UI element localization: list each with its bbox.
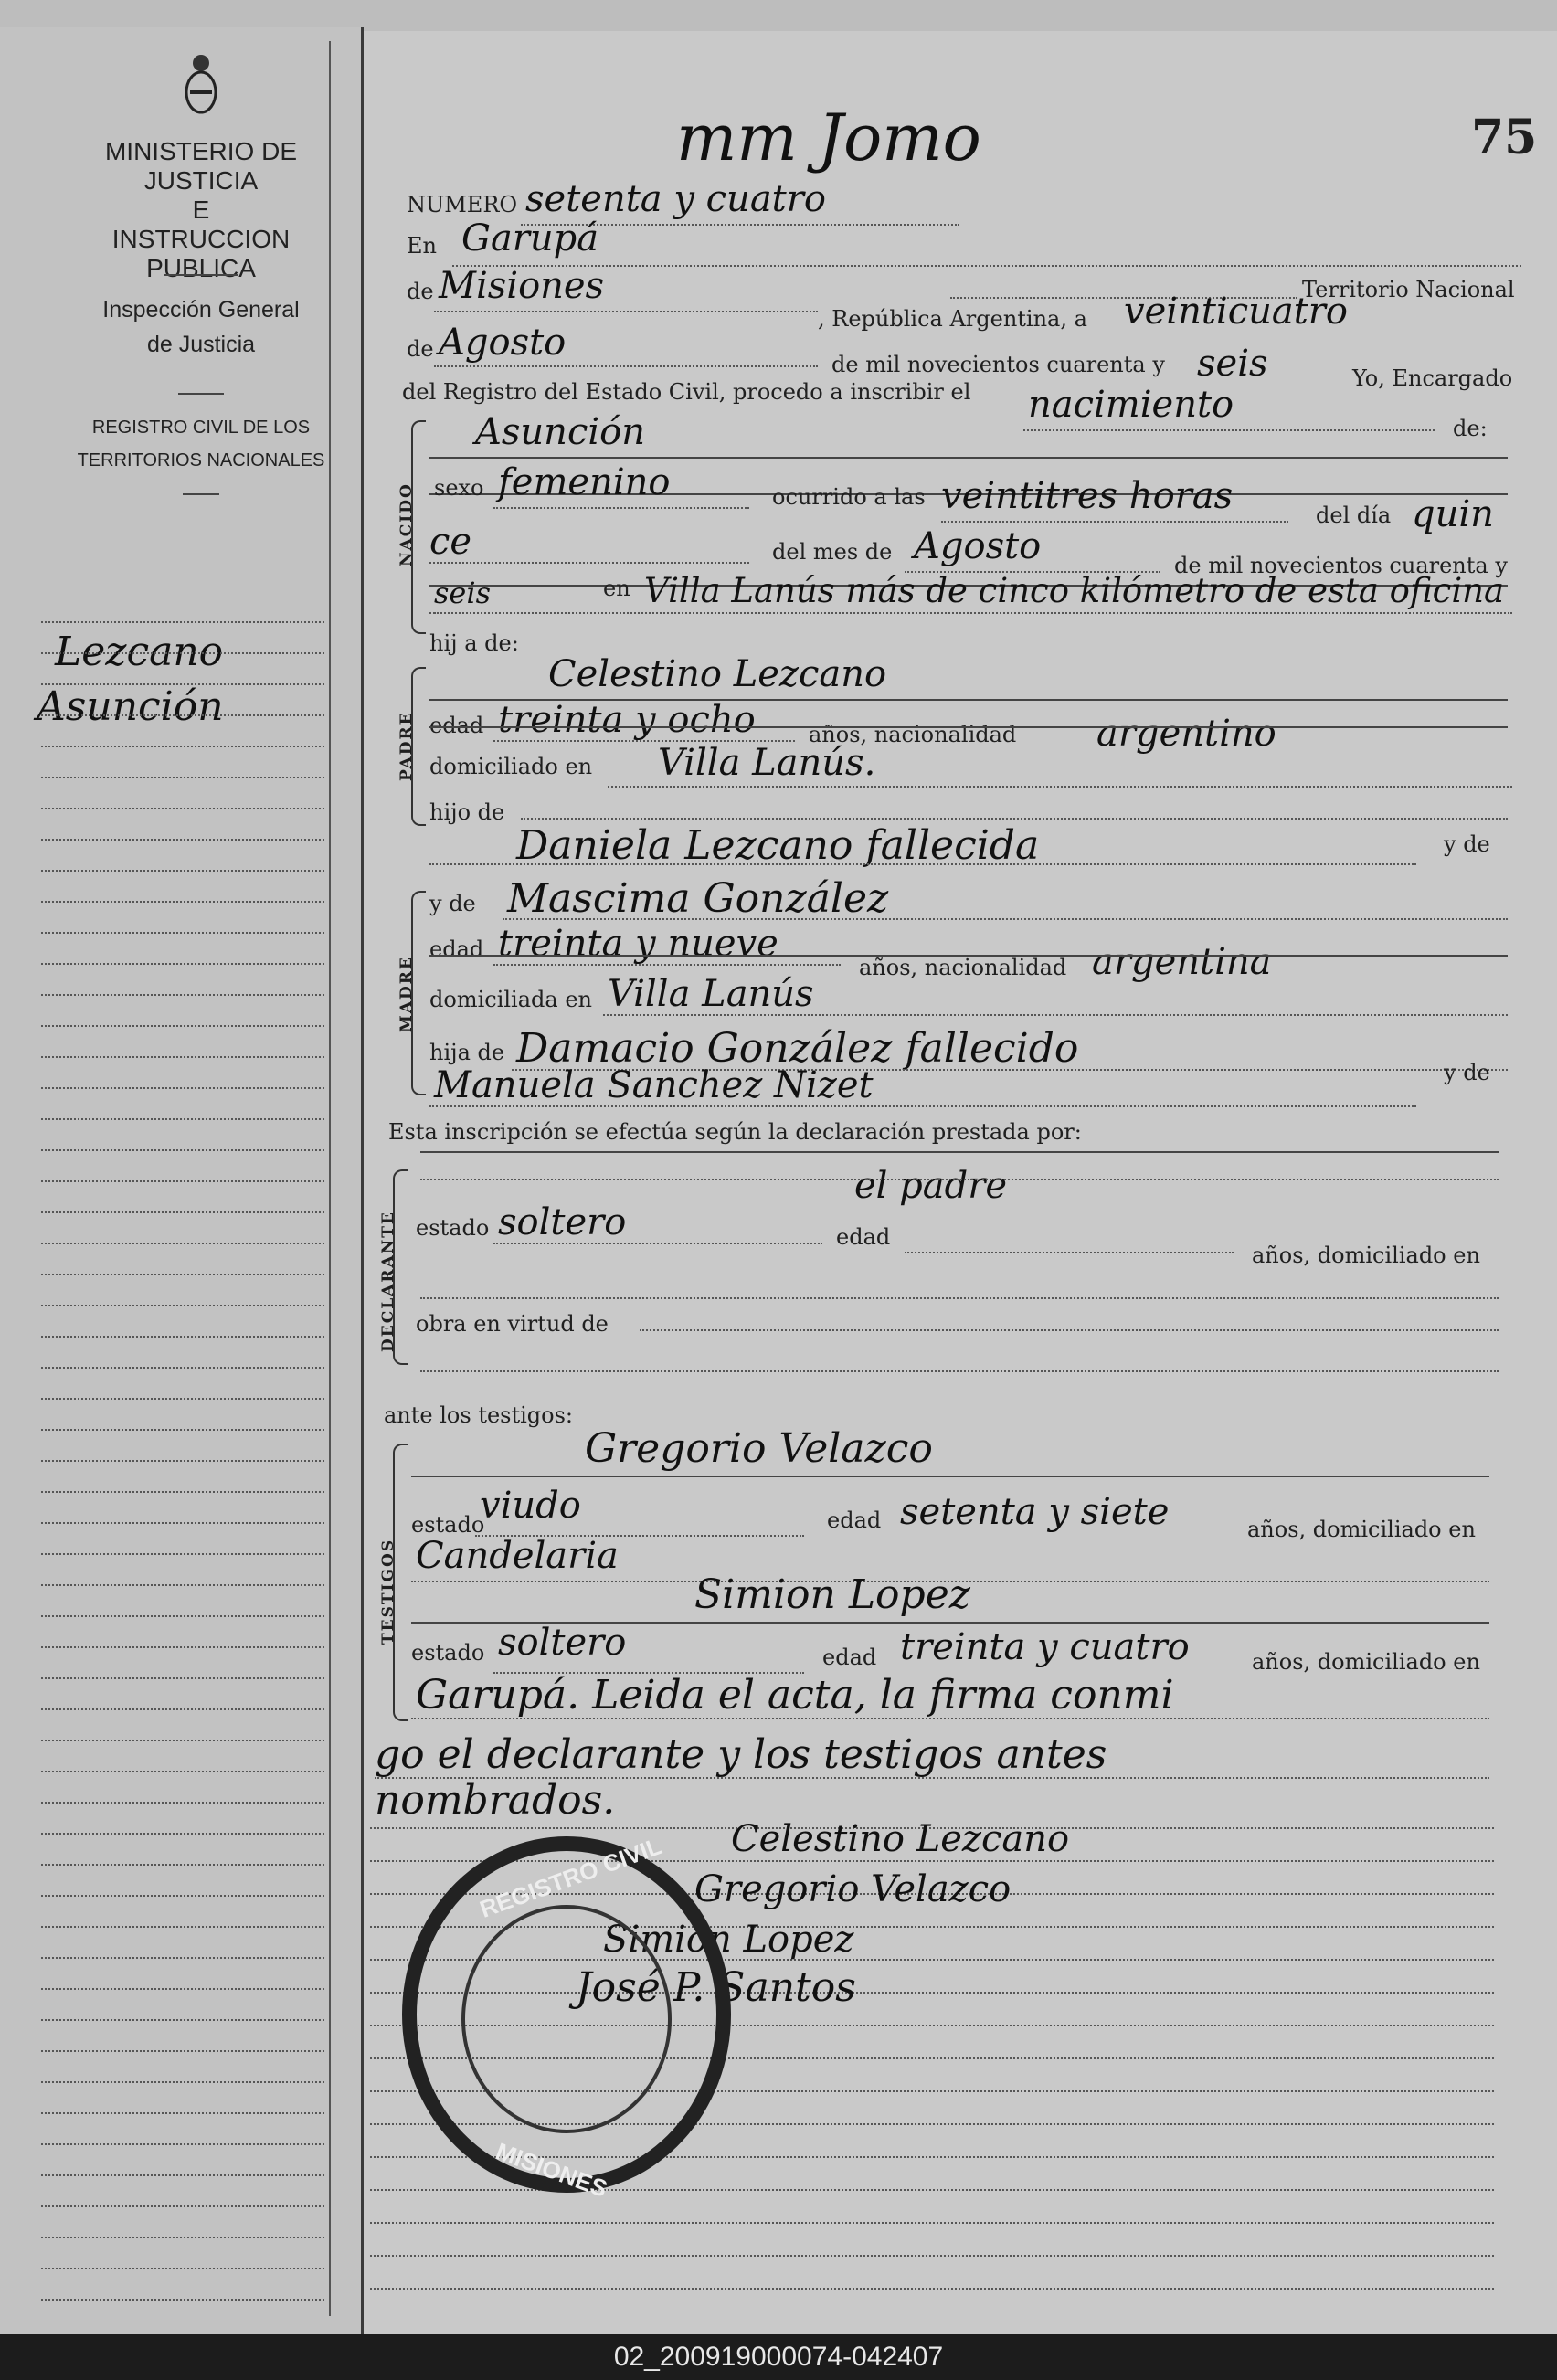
top-signature: mm Jomo <box>676 100 981 175</box>
sexo-label: sexo <box>434 475 484 501</box>
testigo1-dom: Candelaria <box>416 1535 619 1577</box>
madre-dom: Villa Lanús <box>608 973 814 1015</box>
madre-edad-label: edad <box>429 936 484 962</box>
margin-surname: Lezcano <box>55 629 224 675</box>
declarante-side-label: DECLARANTE <box>379 1211 397 1352</box>
ocurrido-label: ocurrido a las <box>772 484 926 510</box>
margin-ruled-line <box>41 1118 324 1120</box>
de-colon: de: <box>1453 416 1488 441</box>
registro-label: del Registro del Estado Civil, procedo a inscribir el <box>402 379 971 405</box>
margin-ruled-line <box>41 1646 324 1648</box>
margin-ruled-line <box>41 1180 324 1182</box>
margin-ruled-line <box>41 1802 324 1804</box>
declarante-estado: soltero <box>498 1201 627 1243</box>
hijo-de-label: hijo de <box>429 799 505 825</box>
madre-anios-label: años, nacionalidad <box>859 955 1067 980</box>
padre-anios-label: años, nacionalidad <box>809 722 1017 747</box>
declarante-value: el padre <box>854 1165 1008 1207</box>
anio-value: seis <box>1197 343 1268 385</box>
margin-ruled-line <box>41 1988 324 1990</box>
madre-dom-label: domiciliada en <box>429 987 592 1012</box>
margin-ruled-line <box>41 870 324 872</box>
margin-ruled-line <box>41 2237 324 2238</box>
obra-label: obra en virtud de <box>416 1311 609 1337</box>
image-id-footer: 02_200919000074-042407 <box>0 2334 1557 2380</box>
testigo1-estado-label: estado <box>411 1512 485 1538</box>
margin-ruled-line <box>41 1957 324 1959</box>
testigo2-nombre: Simion Lopez <box>694 1571 970 1618</box>
testigos-label: ante los testigos: <box>384 1402 574 1428</box>
testigo1-estado: viudo <box>480 1485 581 1527</box>
margin-ruled-line <box>41 1491 324 1493</box>
margin-ruled-line <box>41 2143 324 2145</box>
mil-nac-label: de mil novecientos cuarenta y <box>1174 553 1508 578</box>
inspection-title: Inspección General de Justicia <box>102 297 300 357</box>
y-de-2: y de <box>1444 1060 1490 1085</box>
margin-ruled-line <box>41 1522 324 1524</box>
numero-label: NUMERO <box>407 192 518 217</box>
hora-value: veintitres horas <box>941 475 1234 517</box>
padre-edad: treinta y ocho <box>498 699 756 741</box>
republica-label: , República Argentina, a <box>818 306 1087 332</box>
en-label: En <box>407 233 437 259</box>
de-label-1: de <box>407 279 434 304</box>
lower-ruled-line <box>370 2255 1494 2257</box>
cierre-line1: Garupá. Leida el acta, la firma conmi <box>416 1672 1174 1719</box>
margin-ruled-line <box>41 1584 324 1586</box>
margin-ruled-line <box>41 777 324 778</box>
padre-nac: argentino <box>1096 713 1276 755</box>
margin-ruled-line <box>41 1460 324 1462</box>
margin-ruled-line <box>41 1398 324 1400</box>
territorio-value: Misiones <box>439 265 605 307</box>
padre-dom: Villa Lanús. <box>658 742 876 784</box>
margin-ruled-line <box>41 652 324 654</box>
margin-ruled-line <box>41 1833 324 1835</box>
margin-ruled-line <box>41 1336 324 1338</box>
margin-ruled-line <box>41 1274 324 1275</box>
margin-ruled-line <box>41 621 324 623</box>
signature-witness1: Gregorio Velazco <box>694 1868 1012 1910</box>
margin-ruled-line <box>41 1087 324 1089</box>
coat-of-arms-icon <box>183 50 219 116</box>
padre-dom-label: domiciliado en <box>429 754 593 779</box>
mes-value: Agosto <box>439 322 567 364</box>
margin-ruled-line <box>41 2205 324 2207</box>
margin-ruled-line <box>41 808 324 809</box>
cierre-line3: nombrados. <box>375 1777 616 1824</box>
page-top-edge <box>0 0 1557 31</box>
hija-de-label: hija de <box>429 1040 505 1065</box>
margin-ruled-line <box>41 1056 324 1058</box>
del-dia-label: del día <box>1316 502 1392 528</box>
testigo2-estado: soltero <box>498 1622 627 1664</box>
yo-label: Yo, Encargado <box>1352 365 1513 391</box>
dia-nac-1: quin <box>1412 493 1494 535</box>
padre-edad-label: edad <box>429 713 484 738</box>
margin-ruled-line <box>41 2019 324 2021</box>
margin-ruled-line <box>41 1243 324 1244</box>
margin-ruled-line <box>41 746 324 747</box>
padre-nombre: Celestino Lezcano <box>548 653 887 695</box>
nacido-nombre: Asunción <box>475 411 645 453</box>
margin-ruled-line <box>41 1677 324 1679</box>
margin-ruled-line <box>41 2050 324 2052</box>
margin-ruled-line <box>41 2112 324 2114</box>
en-lugar-label: en <box>603 576 630 601</box>
margin-ruled-line <box>41 1429 324 1431</box>
margin-ruled-line <box>41 1149 324 1151</box>
ministry-title: MINISTERIO DE JUSTICIA E INSTRUCCION PUBLICA <box>104 137 297 282</box>
margin-ruled-line <box>41 1553 324 1555</box>
margin-ruled-line <box>41 1367 324 1369</box>
mes-nac: Agosto <box>914 525 1042 567</box>
margin-ruled-line <box>41 714 324 716</box>
signature-father: Celestino Lezcano <box>731 1818 1070 1860</box>
lugar-value: Villa Lanús más de cinco kilómetro de esta oficina <box>644 571 1505 610</box>
testigo2-estado-label: estado <box>411 1640 485 1666</box>
testigo1-nombre: Gregorio Velazco <box>585 1425 933 1472</box>
stamp-emblem-ring <box>461 1905 672 2133</box>
stamp-bottom-text: MISIONES <box>492 2137 611 2203</box>
madre-nombre: Mascima González <box>507 875 889 922</box>
page-number: 75 <box>1471 110 1538 165</box>
margin-name: Asunción <box>37 683 224 730</box>
margin-ruled-line <box>41 932 324 934</box>
lower-ruled-line <box>370 2288 1494 2290</box>
margin-ruled-line <box>41 1615 324 1617</box>
margin-divider <box>329 41 331 2316</box>
de-label-2: de <box>407 336 434 362</box>
nacido-side-label: NACIDO <box>397 482 416 566</box>
margin-ruled-line <box>41 1740 324 1741</box>
margin-ruled-line <box>41 839 324 841</box>
margin-ruled-line <box>41 1895 324 1897</box>
numero-value: setenta y cuatro <box>525 178 826 220</box>
anio-nac: seis <box>434 576 492 610</box>
territorio-label: Territorio Nacional <box>1302 277 1515 302</box>
margin-ruled-line <box>41 1771 324 1772</box>
y-de-1: y de <box>1444 831 1490 857</box>
hija-label: hij a de: <box>429 630 519 656</box>
margin-ruled-line <box>41 1864 324 1866</box>
registry-title: REGISTRO CIVIL DE LOS TERRITORIOS NACIONALES <box>77 418 325 471</box>
madre-edad: treinta y nueve <box>498 923 778 965</box>
declarante-edad-label: edad <box>836 1224 891 1250</box>
acto-value: nacimiento <box>1028 384 1234 426</box>
testigo2-edad-label: edad <box>822 1645 877 1670</box>
madre-y-de: y de <box>429 891 476 916</box>
margin-ruled-line <box>41 994 324 996</box>
margin-ruled-line <box>41 2081 324 2083</box>
madre-side-label: MADRE <box>397 956 416 1032</box>
testigo1-edad-label: edad <box>827 1507 882 1533</box>
madre-nac: argentina <box>1092 941 1272 983</box>
mil-label: de mil novecientos cuarenta y <box>831 352 1165 377</box>
en-value: Garupá <box>461 217 599 259</box>
testigos-side-label: TESTIGOS <box>379 1538 397 1645</box>
margin-ruled-line <box>41 1708 324 1710</box>
margin-ruled-line <box>41 2299 324 2301</box>
testigo2-anios-label: años, domiciliado en <box>1252 1649 1480 1675</box>
cierre-line2: go el declarante y los testigos antes <box>375 1731 1107 1778</box>
lower-ruled-line <box>370 2222 1494 2224</box>
margin-ruled-line <box>41 683 324 685</box>
testigo1-edad: setenta y siete <box>900 1491 1170 1533</box>
testigo1-anios-label: años, domiciliado en <box>1247 1517 1476 1542</box>
del-mes-label: del mes de <box>772 539 893 565</box>
stamp-top-text: REGISTRO CIVIL <box>476 1832 666 1923</box>
testigo2-edad: treinta y cuatro <box>900 1626 1190 1668</box>
abuelo-materno: Damacio González fallecido <box>516 1025 1079 1072</box>
margin-ruled-line <box>41 1211 324 1213</box>
padre-side-label: PADRE <box>397 711 416 781</box>
signature-registrar: José P. Santos <box>576 1964 856 2011</box>
margin-ruled-line <box>41 1305 324 1306</box>
signature-witness2: Simion Lopez <box>603 1919 854 1961</box>
dia-nac-2: ce <box>429 521 472 563</box>
declaracion-label: Esta inscripción se efectúa según la declaración prestada por: <box>388 1119 1082 1145</box>
margin-ruled-line <box>41 901 324 903</box>
margin-ruled-line <box>41 1926 324 1928</box>
margin-ruled-line <box>41 963 324 965</box>
margin-ruled-line <box>41 1025 324 1027</box>
declarante-estado-label: estado <box>416 1215 490 1241</box>
abuela-materna: Manuela Sanchez Nizet <box>434 1064 874 1106</box>
margin-ruled-line <box>41 2268 324 2269</box>
declarante-anios-label: años, domiciliado en <box>1252 1243 1480 1268</box>
abuelo-paterno: Daniela Lezcano fallecida <box>516 822 1040 869</box>
margin-ruled-line <box>41 2174 324 2176</box>
dia-value: veinticuatro <box>1124 291 1348 333</box>
sexo-value: femenino <box>498 461 671 503</box>
